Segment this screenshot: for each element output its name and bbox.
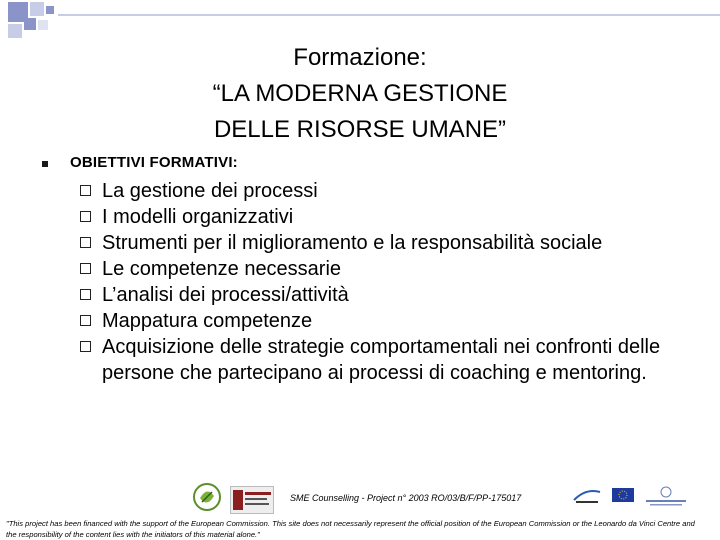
checkbox-bullet-icon xyxy=(80,315,91,326)
deco-square xyxy=(30,2,44,16)
deco-square xyxy=(46,6,54,14)
list-item: L’analisi dei processi/attività xyxy=(80,282,690,308)
partner-logo-icon xyxy=(230,486,274,514)
checkbox-bullet-icon xyxy=(80,211,91,222)
green-leaf-logo-icon xyxy=(192,482,222,512)
eu-flag-icon xyxy=(612,488,634,502)
objectives-list xyxy=(80,178,690,386)
checkbox-bullet-icon xyxy=(80,263,91,274)
title-line-1: Formazione: xyxy=(293,44,427,71)
square-bullet-icon xyxy=(42,161,48,167)
checkbox-bullet-icon xyxy=(80,185,91,196)
checkbox-bullet-icon xyxy=(80,237,91,248)
deco-square xyxy=(8,24,22,38)
funding-disclaimer: "This project has been financed with the support of the European Commission. This site does not necessarily represent the official position of the European Commission or the Leonardo da Vinci Centre and the responsibility of the content lies with the initiators of this material alone." xyxy=(6,519,695,539)
slide-title xyxy=(150,40,570,148)
leonardo-da-vinci-logo-icon xyxy=(642,484,690,508)
list-item: Strumenti per il miglioramento e la responsabilità sociale xyxy=(80,230,690,256)
list-item: I modelli organizzativi xyxy=(80,204,690,230)
checkbox-bullet-icon xyxy=(80,341,91,352)
deco-square xyxy=(38,20,48,30)
deco-square xyxy=(24,18,36,30)
title-line-3: DELLE RISORSE UMANE” xyxy=(213,116,507,143)
checkbox-bullet-icon xyxy=(80,289,91,300)
header-rule xyxy=(58,14,720,16)
list-item: Acquisizione delle strategie comportamentali nei confronti delle persone che partecipano ai processi di coaching e mentoring. xyxy=(80,334,690,386)
title-line-2: “LA MODERNA GESTIONE xyxy=(212,80,508,107)
project-reference: SME Counselling - Project n° 2003 RO/03/B/F/PP-175017 xyxy=(290,493,522,503)
list-item: La gestione dei processi xyxy=(80,178,690,204)
objectives-heading: OBIETTIVI FORMATIVI: xyxy=(70,154,238,171)
list-item: Mappatura competenze xyxy=(80,308,690,334)
partner-swoosh-logo-icon xyxy=(572,486,602,506)
list-item: Le competenze necessarie xyxy=(80,256,690,282)
